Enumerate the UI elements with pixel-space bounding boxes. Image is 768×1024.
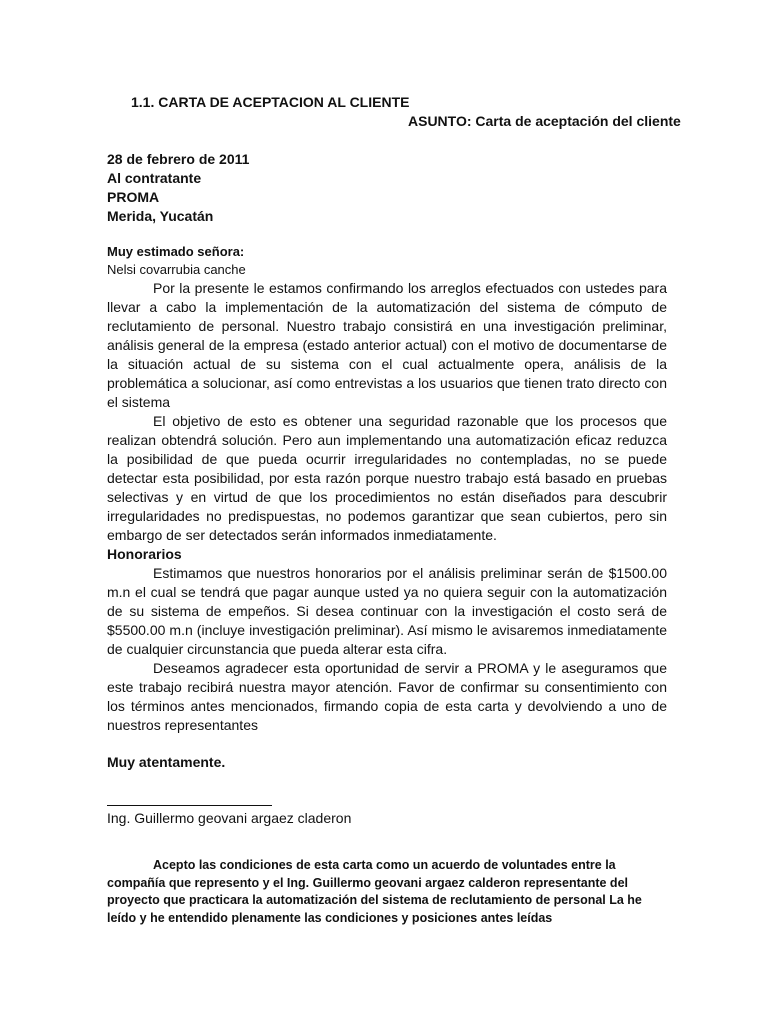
- location-line: Merida, Yucatán: [107, 208, 214, 224]
- letter-date: 28 de febrero de 2011: [107, 151, 250, 167]
- signature-name: Ing. Guillermo geovani argaez claderon: [107, 810, 352, 826]
- signature-line: [107, 805, 272, 806]
- addressee-line: Al contratante: [107, 170, 202, 186]
- company-name: PROMA: [107, 189, 160, 205]
- recipient-name: Nelsi covarrubia canche: [107, 262, 246, 277]
- closing-line: Muy atentamente.: [107, 754, 226, 770]
- paragraph-thanks: Deseamos agradecer esta oportunidad de servir a PROMA y le aseguramos que este trabajo recibirá nuestra mayor atención. Favor de confirmar su consentimiento con los términos antes mencionados, firmando copia de esta carta y devolviendo a uno de nuestros representantes: [107, 660, 667, 733]
- salutation: Muy estimado señora:: [107, 244, 245, 259]
- fees-heading: Honorarios: [107, 546, 182, 562]
- document-heading: 1.1. CARTA DE ACEPTACION AL CLIENTE: [131, 94, 410, 110]
- acceptance-text: Acepto las condiciones de esta carta como un acuerdo de voluntades entre la compañía que represento y el Ing. Guillermo geovani argaez calderon representante del proyecto que practicara la automatización del sistema de reclutamiento de personal La he leído y he entendido plenamente las condiciones y posiciones antes leídas: [107, 858, 642, 925]
- paragraph-scope: Por la presente le estamos confirmando los arreglos efectuados con ustedes para llevar a cabo la implementación de la automatización del sistema de cómputo de reclutamiento de personal. Nuestro trabajo consistirá en una investigación preliminar, análisis general de la empresa (estado anterior actual) con el motivo de documentarse de la situación actual de su sistema con el cual actualmente opera, análisis de la problemática a solucionar, así como entrevistas a los usuarios que tienen trato directo con el sistema: [107, 280, 667, 410]
- letter-body: [107, 279, 667, 735]
- acceptance-block: [107, 857, 667, 927]
- paragraph-fees: Estimamos que nuestros honorarios por el análisis preliminar serán de $1500.00 m.n el cual se tendrá que pagar aunque usted ya no quiera seguir con la automatización de su sistema de empeños. Si desea continuar con la investigación el costo será de $5500.00 m.n (incluye investigación preliminar). Así mismo le avisaremos inmediatamente de cualquier circunstancia que pueda alterar esta cifra.: [107, 565, 667, 657]
- subject-line: ASUNTO: Carta de aceptación del cliente: [408, 113, 681, 129]
- paragraph-objective: El objetivo de esto es obtener una seguridad razonable que los procesos que realizan obtendrá solución. Pero aun implementando una automatización eficaz reduzca la posibilidad de que pueda ocurrir irregularidades no contempladas, no se puede detectar esta posibilidad, por esta razón porque nuestro trabajo está basado en pruebas selectivas y en virtud de que los procedimientos no están diseñados para descubrir irregularidades no predispuestas, no podemos garantizar que sean cubiertos, pero sin embargo de ser detectados serán informados inmediatamente.: [107, 413, 667, 543]
